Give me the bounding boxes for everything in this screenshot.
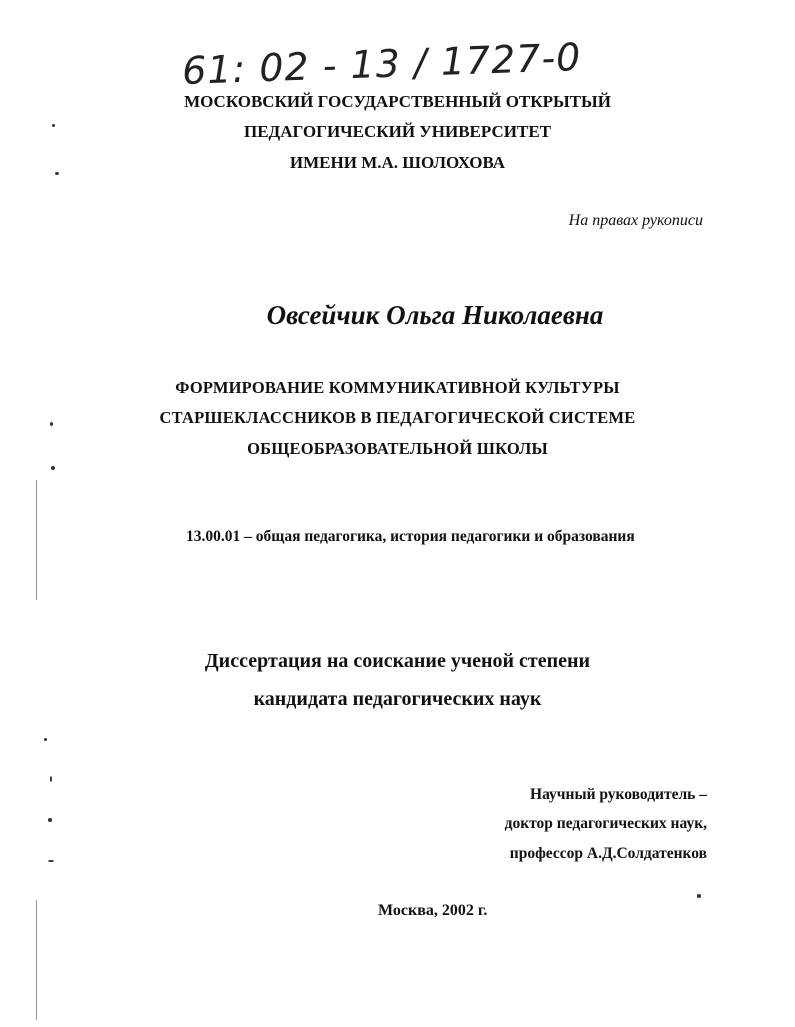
supervisor-line-1: Научный руководитель –	[530, 786, 707, 803]
university-line-1: МОСКОВСКИЙ ГОСУДАРСТВЕННЫЙ ОТКРЫТЫЙ	[184, 92, 611, 111]
supervisor-line-2: доктор педагогических наук,	[504, 815, 707, 832]
archive-code-handwritten: 61: 02 - 13 / 1727-0	[181, 35, 583, 93]
scan-speck	[55, 172, 59, 175]
dissertation-line-2: кандидата педагогических наук	[253, 688, 542, 710]
university-line-3: ИМЕНИ М.А. ШОЛОХОВА	[289, 153, 506, 172]
thesis-title-line-2: СТАРШЕКЛАССНИКОВ В ПЕДАГОГИЧЕСКОЙ СИСТЕМЕ	[159, 408, 636, 427]
scan-margin-line	[36, 480, 37, 600]
scan-speck	[697, 894, 701, 898]
scan-margin-line	[36, 900, 37, 1020]
thesis-title-line-3: ОБЩЕОБРАЗОВАТЕЛЬНОЙ ШКОЛЫ	[247, 439, 548, 458]
scan-speck	[48, 818, 52, 822]
manuscript-rights: На правах рукописи	[568, 212, 703, 229]
supervisor-line-3: профессор А.Д.Солдатенков	[509, 845, 707, 862]
author-name: Овсейчик Ольга Николаевна	[266, 300, 604, 330]
city-year: Москва, 2002 г.	[378, 902, 488, 919]
scan-speck	[48, 860, 54, 862]
university-line-2: ПЕДАГОГИЧЕСКИЙ УНИВЕРСИТЕТ	[243, 122, 551, 141]
scan-speck	[44, 738, 47, 741]
scan-speck	[50, 422, 53, 426]
specialty-code: 13.00.01 – общая педагогика, история педагогики и образования	[186, 528, 635, 545]
scan-speck	[52, 124, 55, 127]
dissertation-line-1: Диссертация на соискание ученой степени	[204, 650, 591, 672]
thesis-title-line-1: ФОРМИРОВАНИЕ КОММУНИКАТИВНОЙ КУЛЬТУРЫ	[175, 378, 620, 397]
scan-speck	[51, 466, 55, 470]
scan-speck	[50, 776, 52, 782]
